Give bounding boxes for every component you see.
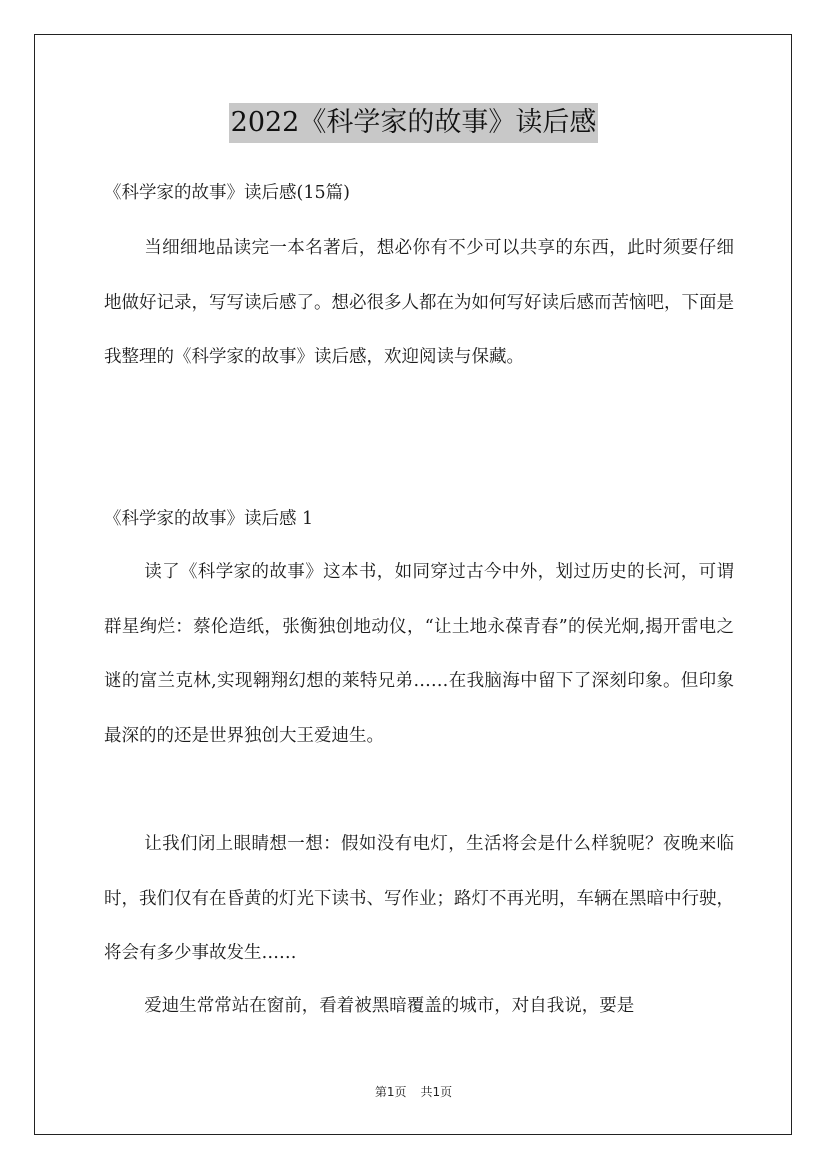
page-total: 共1页 <box>420 1085 453 1099</box>
page-footer <box>0 1083 827 1100</box>
title-block <box>0 103 827 143</box>
section-heading: 《科学家的故事》读后感 1 <box>104 509 314 529</box>
page-number: 第1页 <box>374 1085 407 1099</box>
body-paragraph-2: 让我们闭上眼睛想一想：假如没有电灯，生活将会是什么样貌呢？夜晚来临时，我们仅有在昏黄的灯光下读书、写作业；路灯不再光明，车辆在黑暗中行驶，将会有多少事故发生…… <box>104 834 734 963</box>
body-paragraph-3: 爱迪生常常站在窗前，看着被黑暗覆盖的城市，对自我说，要是 <box>144 996 635 1016</box>
intro-paragraph: 当细细地品读完一本名著后，想必你有不少可以共享的东西，此时须要仔细地做好记录，写写读后感了。想必很多人都在为如何写好读后感而苦恼吧，下面是我整理的《科学家的故事》读后感，欢迎阅读与保藏。 <box>104 238 734 367</box>
document-subtitle: 《科学家的故事》读后感(15篇) <box>104 183 350 203</box>
body-paragraph-1: 读了《科学家的故事》这本书，如同穿过古今中外，划过历史的长河，可谓群星绚烂：蔡伦造纸，张衡独创地动仪，“让土地永葆青春”的侯光炯,揭开雷电之谜的富兰克林,实现翱翔幻想的莱特兄弟……在我脑海中留下了深刻印象。但印象最深的的还是世界独创大王爱迪生。 <box>104 562 734 746</box>
document-title: 2022《科学家的故事》读后感 <box>229 103 599 143</box>
